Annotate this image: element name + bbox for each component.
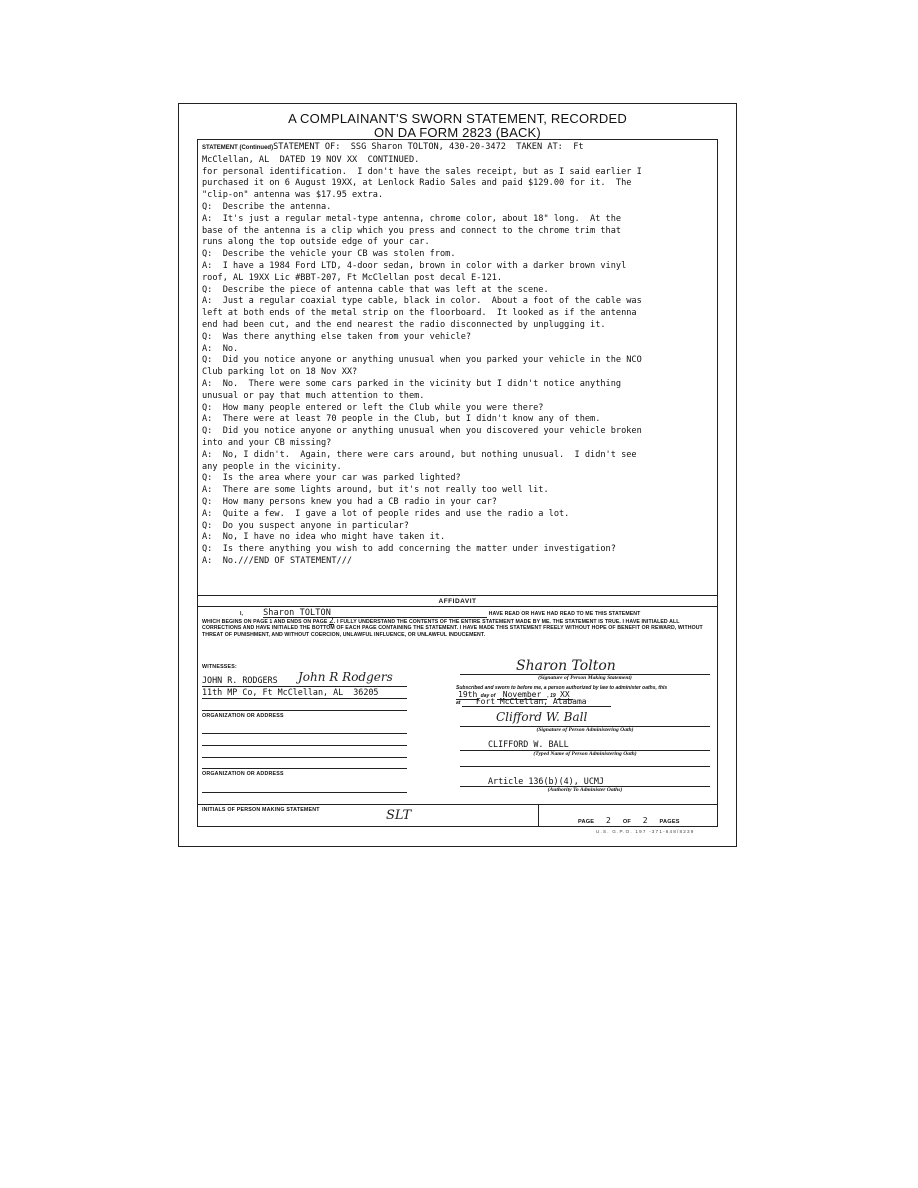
witness-line-8 xyxy=(202,792,407,793)
witness-line-2 xyxy=(202,698,407,699)
affidavit-divider xyxy=(198,595,717,596)
at-label: at xyxy=(456,700,461,706)
document-title xyxy=(179,112,736,140)
page-label: PAGE xyxy=(578,819,595,825)
statement-line: A: No. There were some cars parked in the vicinity but I didn't notice anything xyxy=(202,378,622,389)
statement-label: STATEMENT (Continued) xyxy=(202,145,274,151)
authority-caption: (Authority To Administer Oaths) xyxy=(547,787,623,793)
oath-month: November xyxy=(497,690,548,700)
person-signature-caption: (Signature of Person Making Statement) xyxy=(538,675,632,681)
statement-line: roof, AL 19XX Lic #BBT-207, Ft McClellan post decal E-121. xyxy=(202,272,503,283)
statement-line: Q: Do you suspect anyone in particular? xyxy=(202,520,409,531)
subscribed-block xyxy=(456,685,712,707)
affidavit-i: I, xyxy=(240,611,244,617)
statement-line: for personal identification. I don't have the sales receipt, but as I said earlier I xyxy=(202,166,642,177)
affidavit-text-3: . I FULLY UNDERSTAND THE CONTENTS OF THE ENTIRE STATEMENT MADE BY ME. THE STATEMENT IS TRUE. I HAVE INITIALED ALL CORRECTIONS AND HAVE INITIALED THE BOTTOM OF EACH PAGE CONTAINING THE STATEMENT. I HAVE MADE THIS STATEMENT FREELY WITHOUT HOPE OF BENEFIT OR REWARD, WITHOUT THREAT OF PUNISHMENT, AND WITHOUT COERCION, UNLAWFUL INFLUENCE, OR UNLAWFUL INDUCEMENT. xyxy=(202,618,703,638)
statement-line: Q: Describe the piece of antenna cable that was left at the scene. xyxy=(202,284,549,295)
affidavit-title-rule xyxy=(198,606,717,607)
admin-name: CLIFFORD W. BALL xyxy=(488,739,569,749)
statement-line: end had been cut, and the end nearest the radio disconnected by unplugging it. xyxy=(202,319,606,330)
footer-divider xyxy=(198,804,717,805)
witness-name: JOHN R. RODGERS xyxy=(202,675,278,685)
statement-line: A: I have a 1984 Ford LTD, 4-door sedan, brown in color with a darker brown vinyl xyxy=(202,260,627,271)
initials-label: INITIALS OF PERSON MAKING STATEMENT xyxy=(202,807,320,813)
statement-line: Q: How many persons knew you had a CB radio in your car? xyxy=(202,496,497,507)
admin-signature-caption: (Signature of Person Administering Oath) xyxy=(536,727,634,733)
affidavit-end-page: 2 xyxy=(328,615,334,625)
affidavit-text-2: WHICH BEGINS ON PAGE 1 AND ENDS ON PAGE xyxy=(202,618,328,625)
witnesses-label: WITNESSES: xyxy=(202,664,237,670)
affidavit-text xyxy=(202,610,714,638)
statement-line: "clip-on" antenna was $17.95 extra. xyxy=(202,190,384,201)
page-number: 2 xyxy=(606,816,612,825)
blank-line xyxy=(460,766,710,767)
pages-label: PAGES xyxy=(659,819,680,825)
title-line-1: A COMPLAINANT'S SWORN STATEMENT, RECORDED xyxy=(288,111,627,126)
statement-line: A: Quite a few. I gave a lot of people rides and use the radio a lot. xyxy=(202,508,570,519)
witness-line-4 xyxy=(202,733,407,734)
witness-line-3 xyxy=(202,710,407,711)
org-address-label-1: ORGANIZATION OR ADDRESS xyxy=(202,713,284,719)
statement-line: purchased it on 6 August 19XX, at Lenlock Radio Sales and paid $129.00 for it. The xyxy=(202,178,632,189)
statement-text xyxy=(202,142,714,568)
statement-line: Q: Describe the vehicle your CB was stolen from. xyxy=(202,249,456,260)
statement-line: A: It's just a regular metal-type antenna, chrome color, about 18" long. At the xyxy=(202,213,622,224)
statement-line: STATEMENT OF: SSG Sharon TOLTON, 430-20-3472 TAKEN AT: Ft xyxy=(273,142,584,152)
page-count xyxy=(578,816,680,825)
statement-line: A: No. xyxy=(202,343,239,354)
initials-signature: SLT xyxy=(386,808,412,823)
statement-line: McClellan, AL DATED 19 NOV XX CONTINUED. xyxy=(202,154,420,165)
oath-day: 19th xyxy=(458,689,478,699)
statement-line: A: No, I have no idea who might have taken it. xyxy=(202,532,446,543)
statement-line: Q: Did you notice anyone or anything unusual when you parked your vehicle in the NCO xyxy=(202,355,642,366)
statement-line: runs along the top outside edge of your car. xyxy=(202,237,430,248)
org-address-label-2: ORGANIZATION OR ADDRESS xyxy=(202,771,284,777)
witness-line-6 xyxy=(202,757,407,758)
oath-year: XX xyxy=(557,690,573,700)
total-pages: 2 xyxy=(642,816,648,825)
statement-line: Q: Describe the antenna. xyxy=(202,201,332,212)
statement-line: into and your CB missing? xyxy=(202,437,332,448)
statement-line: Q: Was there anything else taken from your vehicle? xyxy=(202,331,472,342)
affiant-name: Sharon TOLTON xyxy=(263,610,487,618)
statement-line: Q: How many people entered or left the Club while you were there? xyxy=(202,402,544,413)
subscribed-text: Subscribed and sworn to before me, a person authorized by law to administer oaths, this xyxy=(456,685,668,691)
affidavit-text-1: HAVE READ OR HAVE HAD READ TO ME THIS STATEMENT xyxy=(488,611,641,617)
witness-org: 11th MP Co, Ft McClellan, AL 36205 xyxy=(202,687,379,697)
oath-place: Fort McClellan, Alabama xyxy=(462,697,611,707)
of-label: OF xyxy=(622,819,631,825)
statement-line: A: There were at least 70 people in the Club, but I didn't know any of them. xyxy=(202,414,601,425)
statement-line: Q: Did you notice anyone or anything unusual when you discovered your vehicle broken xyxy=(202,426,642,437)
statement-line: left at both ends of the metal strip on the floorboard. It looked as if the antenna xyxy=(202,308,637,319)
statement-line: base of the antenna is a clip which you press and connect to the chrome trim that xyxy=(202,225,622,236)
gpo-footer: U.S. G.P.O. 197 -371-648/8239 xyxy=(596,829,695,834)
statement-line: Q: Is the area where your car was parked lighted? xyxy=(202,473,461,484)
statement-line: A: Just a regular coaxial type cable, black in color. About a foot of the cable was xyxy=(202,296,642,307)
witness-signature: John R Rodgers xyxy=(298,670,393,684)
authority-text: Article 136(b)(4), UCMJ xyxy=(488,776,604,786)
person-signature: Sharon Tolton xyxy=(516,658,616,674)
witness-line-7 xyxy=(202,768,407,769)
title-line-2: ON DA FORM 2823 (BACK) xyxy=(374,125,541,140)
admin-name-caption: (Typed Name of Person Administering Oath) xyxy=(533,751,637,757)
affidavit-title: AFFIDAVIT xyxy=(438,598,477,605)
statement-line: any people in the vicinity. xyxy=(202,461,342,472)
statement-line: Q: Is there anything you wish to add concerning the matter under investigation? xyxy=(202,544,616,555)
statement-line: Club parking lot on 18 Nov XX? xyxy=(202,367,358,378)
statement-line: A: There are some lights around, but it's not really too well lit. xyxy=(202,485,549,496)
footer-vertical-rule xyxy=(538,804,539,827)
witness-line-5 xyxy=(202,745,407,746)
statement-line: A: No, I didn't. Again, there were cars around, but nothing unusual. I didn't see xyxy=(202,449,637,460)
da-form-2823-back xyxy=(197,139,718,827)
admin-signature: Clifford W. Ball xyxy=(496,710,588,724)
year-label: , 19 xyxy=(547,692,556,699)
day-of-label: day of xyxy=(480,692,496,699)
statement-line: A: No.///END OF STATEMENT/// xyxy=(202,555,353,566)
statement-line: unusual or pay that much attention to them. xyxy=(202,390,425,401)
